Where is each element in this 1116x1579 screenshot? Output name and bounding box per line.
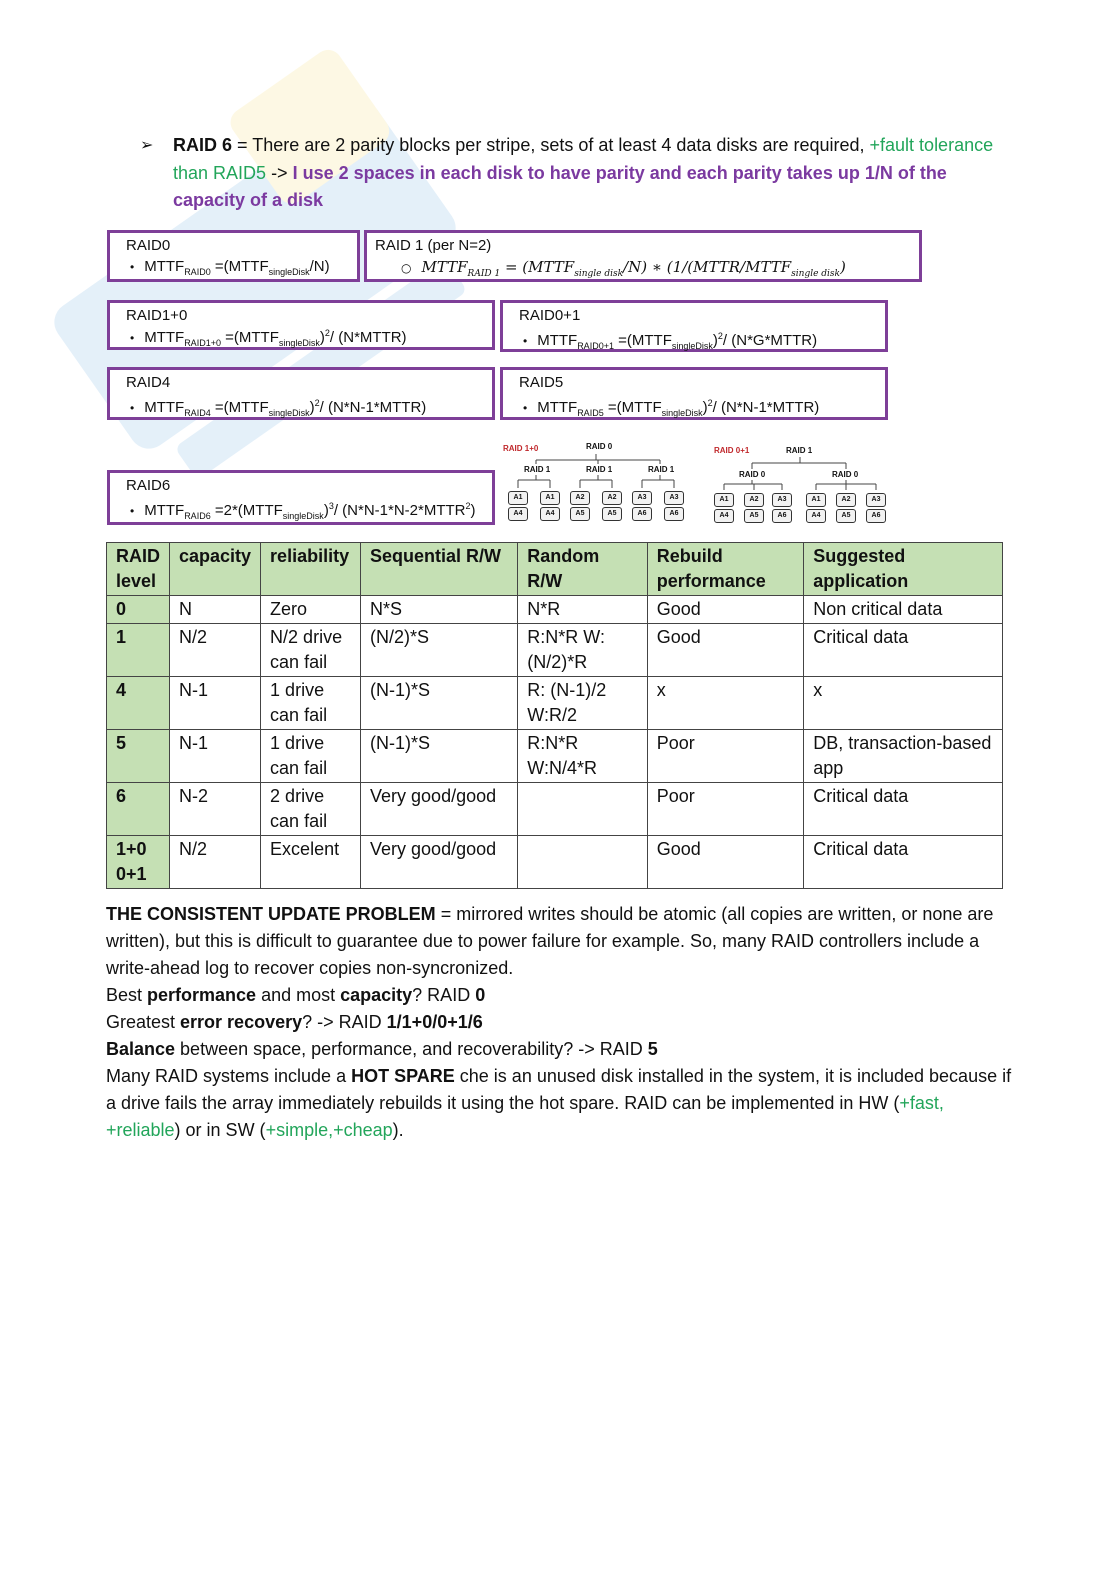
table-cell	[518, 836, 647, 889]
raid01-label: RAID 0+1	[714, 446, 750, 455]
table-cell: (N-1)*S	[361, 677, 518, 730]
formula: • $MTTF_{RAID4}$ $=(MTTF_{singleDisk})^2/$ (N*N-1*MTTR)	[130, 398, 427, 418]
table-cell: 4	[107, 677, 170, 730]
table-cell: Good	[647, 624, 804, 677]
table-cell: 1 drive can fail	[261, 677, 361, 730]
table-cell: R:N*R W:N/4*R	[518, 730, 647, 783]
formula: • $MTTF_{RAID5}$ $=(MTTF_{singleDisk})^2/$ (N*N-1*MTTR)	[523, 398, 820, 418]
raid6-bullet	[140, 132, 1020, 215]
disk-icon: A1 A4	[806, 493, 826, 523]
disk-icon: A3 A6	[772, 493, 792, 523]
bullet-green: +fault tolerance than RAID5	[173, 135, 994, 183]
formula: • $MTTF_{RAID6}$ $=2*(MTTF_{singleDisk})^3/$ (N*N-1*N-2*MTTR$^2$)	[130, 501, 476, 521]
table-cell: N	[170, 596, 261, 624]
table-cell: N-1	[170, 730, 261, 783]
consistent-update-paragraph: THE CONSISTENT UPDATE PROBLEM = mirrored writes should be atomic (all copies are written, or none are written), but this is difficult to guarantee due to power failure for example. So, many RAID controllers include a write-ahead log to recover copies non-syncronized.	[106, 904, 994, 978]
table-row	[107, 624, 1003, 677]
table-cell: 1	[107, 624, 170, 677]
table-row	[107, 596, 1003, 624]
disk-icon: A2 A5	[602, 491, 622, 521]
raid1-node: RAID 1	[586, 465, 613, 474]
formula-box-raid1	[364, 230, 922, 282]
formula: ○ $MTTF_{RAID 1}$ = $(MTTF_{single disk}/N)$ ∗ ($1/(MTTR/MTTF_{single disk})$	[401, 258, 846, 279]
column-header: RAID level	[107, 543, 170, 596]
arrow-bullet-icon: ➢	[140, 137, 154, 154]
table-cell: x	[647, 677, 804, 730]
formula: • $MTTF_{RAID1+0}$ $=(MTTF_{singleDisk})^2/$ (N*MTTR)	[130, 328, 407, 348]
column-header: Random R/W	[518, 543, 647, 596]
table-cell: Excelent	[261, 836, 361, 889]
formula-box-raid10	[107, 300, 495, 350]
column-header: Sequential R/W	[361, 543, 518, 596]
disk-icon: A3 A6	[632, 491, 652, 521]
table-cell: Poor	[647, 730, 804, 783]
table-cell: Non critical data	[804, 596, 1003, 624]
best-performance-line: Best performance and most capacity? RAID 0	[106, 985, 486, 1005]
formula-title: RAID6	[126, 477, 171, 494]
bullet-label: RAID 6	[173, 135, 233, 155]
formula: • $MTTF_{RAID0+1}$ $=(MTTF_{singleDisk})^2/$ (N*G*MTTR)	[523, 331, 818, 351]
table-cell: N-1	[170, 677, 261, 730]
table-cell: x	[804, 677, 1003, 730]
table-row	[107, 730, 1003, 783]
table-cell: 2 drive can fail	[261, 783, 361, 836]
table-cell: DB, transaction-based app	[804, 730, 1003, 783]
column-header: reliability	[261, 543, 361, 596]
table-cell: R: (N-1)/2 W:R/2	[518, 677, 647, 730]
error-recovery-line: Greatest error recovery? -> RAID 1/1+0/0+1/6	[106, 1012, 483, 1032]
raid1-node: RAID 1	[524, 465, 551, 474]
raid0-node: RAID 0	[586, 442, 613, 451]
disk-icon: A2 A5	[744, 493, 764, 523]
formula-box-raid01	[500, 300, 888, 352]
table-cell: Poor	[647, 783, 804, 836]
formula-title: RAID4	[126, 374, 171, 391]
formula-title: RAID1+0	[126, 307, 188, 324]
table-row	[107, 783, 1003, 836]
formula: • $MTTF_{RAID0}$ $=(MTTF_{singleDisk}/N)$	[130, 258, 330, 277]
disk-icon: A1 A4	[540, 491, 560, 521]
disk-icon: A3 A6	[664, 491, 684, 521]
table-cell: 1+0 0+1	[107, 836, 170, 889]
disk-icon: A3 A6	[866, 493, 886, 523]
column-header: capacity	[170, 543, 261, 596]
table-cell: Good	[647, 836, 804, 889]
bullet-text: = There are 2 parity blocks per stripe, sets of at least 4 data disks are required,	[232, 135, 870, 155]
disk-icon: A1 A4	[714, 493, 734, 523]
table-cell: Zero	[261, 596, 361, 624]
formula-box-raid5	[500, 367, 888, 420]
column-header: Suggested application	[804, 543, 1003, 596]
balance-line: Balance between space, performance, and recoverability? -> RAID 5	[106, 1039, 658, 1059]
raid1-node: RAID 1	[786, 446, 813, 455]
table-cell: N*S	[361, 596, 518, 624]
table-cell: 0	[107, 596, 170, 624]
bullet-purple: I use 2 spaces in each disk to have parity and each parity takes up 1/N of the capacity of a disk	[173, 162, 947, 210]
formula-box-raid6	[107, 470, 495, 525]
formula-title: RAID0	[126, 237, 171, 254]
table-cell: Good	[647, 596, 804, 624]
table-cell: 5	[107, 730, 170, 783]
table-cell: N-2	[170, 783, 261, 836]
table-cell: Very good/good	[361, 783, 518, 836]
table-cell: Critical data	[804, 783, 1003, 836]
table-cell: N/2 drive can fail	[261, 624, 361, 677]
table-cell: Critical data	[804, 836, 1003, 889]
table-cell: N/2	[170, 836, 261, 889]
table-cell	[518, 783, 647, 836]
hot-spare-paragraph: Many RAID systems include a HOT SPARE che is an unused disk installed in the system, it is included because if a drive fails the array immediately rebuilds it using the hot spare. RAID can be implemented in HW (+fast, +reliable) or in SW (+simple,+cheap).	[106, 1066, 1012, 1140]
table-cell: N/2	[170, 624, 261, 677]
raid1-node: RAID 1	[648, 465, 675, 474]
formula-title: RAID5	[519, 374, 564, 391]
raid10-label: RAID 1+0	[503, 444, 539, 453]
bullet-arrow: ->	[266, 162, 293, 183]
disk-icon: A1 A4	[508, 491, 528, 521]
formula-title: RAID 1 (per N=2)	[375, 237, 492, 254]
column-header: Rebuild performance	[647, 543, 804, 596]
table-cell: 1 drive can fail	[261, 730, 361, 783]
raid01-diagram	[706, 438, 890, 530]
disk-icon: A2 A5	[836, 493, 856, 523]
table-row	[107, 836, 1003, 889]
table-cell: Critical data	[804, 624, 1003, 677]
table-cell: (N/2)*S	[361, 624, 518, 677]
disk-icon: A2 A5	[570, 491, 590, 521]
table-cell: N*R	[518, 596, 647, 624]
raid10-diagram	[500, 438, 692, 530]
table-cell: 6	[107, 783, 170, 836]
table-cell: (N-1)*S	[361, 730, 518, 783]
raid0-node: RAID 0	[832, 470, 859, 479]
table-cell: Very good/good	[361, 836, 518, 889]
raid0-node: RAID 0	[739, 470, 766, 479]
raid-comparison-table	[106, 542, 1003, 889]
table-cell: R:N*R W:(N/2)*R	[518, 624, 647, 677]
table-row	[107, 677, 1003, 730]
table-header-row	[107, 543, 1003, 596]
formula-box-raid0	[107, 230, 360, 282]
formula-box-raid4	[107, 367, 495, 420]
formula-title: RAID0+1	[519, 307, 581, 324]
